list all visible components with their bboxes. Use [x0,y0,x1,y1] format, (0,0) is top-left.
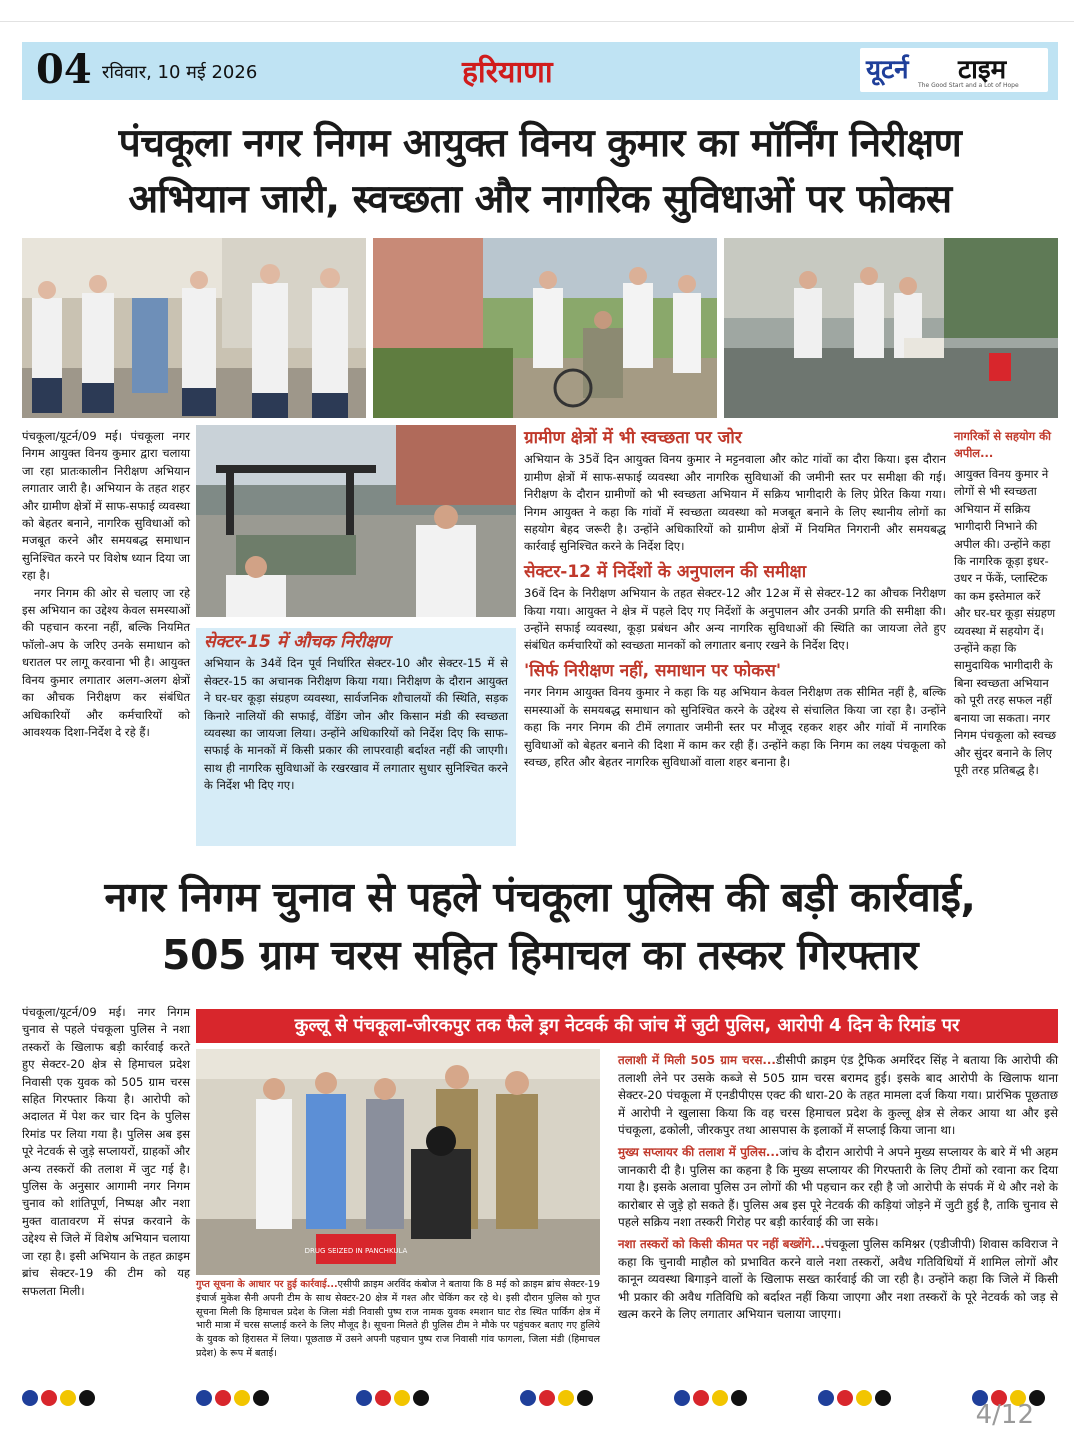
sector15-box [196,628,516,846]
p2-highlight: मुख्य सप्लायर की तलाश में पुलिस... [618,1144,780,1159]
page-indicator: 4/12 [975,1400,1034,1430]
p3-highlight: नशा तस्करों को किसी कीमत पर नहीं बख्शेंगे... [618,1236,825,1251]
story2-headline-line2: 505 ग्राम चरस सहित हिमाचल का तस्कर गिरफ्तार [161,931,919,979]
date-line: रविवार, 10 मई 2026 [102,62,258,83]
photo-police-arrest [196,1049,600,1275]
story2-caption [196,1278,600,1361]
browser-top-bar [0,0,1074,22]
story1-column4 [954,428,1058,779]
section-title: हरियाणा [462,55,553,90]
caption-text: एसीपी क्राइम अरविंद कंबोज ने बताया कि 8 मई को क्राइम ब्रांच सेक्टर-19 इंचार्ज मुकेश सैनी अपनी टीम के साथ सेक्टर-20 क्षेत्र में गश्त और चेकिंग कर रहे थे। इसी दौरान पुलिस को गुप्त सूचना मिली कि हिमाचल प्रदेश के जिला मंडी निवासी पुष्प राज नामक युवक श्मशान घाट रोड स्थित पार्किंग क्षेत्र में भारी मात्रा में चरस सप्लाई करने के लिए मौजूद है। सूचना मिलते ही पुलिस टीम ने मौके पर पहुंचकर बताए गए हुलिये के युवक को हिरासत में लिया। पूछताछ में उसने अपनी पहचान पुष्प राज निवासी गांव फागला, जिला मंडी (हिमाचल प्रदेश) के रूप में बताई। [196,1279,600,1359]
sector15-text: अभियान के 34वें दिन पूर्व निर्धारित सेक्टर-10 और सेक्टर-15 में से सेक्टर-15 का अचानक निरीक्षण किया गया। निरीक्षण के दौरान आयुक्त ने घर-घर कूड़ा संग्रहण व्यवस्था, सार्वजनिक शौचालयों की स्थिति, सड़क किनारे नालियों की सफाई, वेंडिंग जोन और किसान मंडी की स्वच्छता व्यवस्था का जायजा लिया। उन्होंने अधिकारियों को निर्देश दिए कि साफ-सफाई के मानकों में किसी प्रकार की लापरवाही बर्दाश्त नहीं की जाएगी। साथ ही नागरिक सुविधाओं के रखरखाव में लगातार सुधार सुनिश्चित करने के निर्देश भी दिए गए। [204,656,508,793]
appeal-title: नागरिकों से सहयोग की अपील... [954,429,1051,460]
story2-headline [22,868,1058,984]
brand-tagline: The Good Start and a Lot of Hope [918,82,1019,89]
photo-tank-site [724,238,1058,418]
story2-column3 [618,1052,1058,1324]
footer-dots-5 [674,1390,750,1408]
brand-logo [860,48,1048,92]
story1-column1 [22,428,190,741]
masthead [22,42,1058,100]
photo-drainage-inspection [196,425,516,617]
story1-headline-line2: अभियान जारी, स्वच्छता और नागरिक सुविधाओं पर फोकस [128,177,952,222]
story1-headline-line1: पंचकूला नगर निगम आयुक्त विनय कुमार का मॉर्निंग निरीक्षण [118,121,962,166]
appeal-text: आयुक्त विनय कुमार ने लोगों से भी स्वच्छता अभियान में सक्रिय भागीदारी निभाने की अपील की। उन्होंने कहा कि नागरिक कूड़ा इधर-उधर न फेंकें, प्लास्टिक का कम इस्तेमाल करें और घर-घर कूड़ा संग्रहण व्यवस्था में सहयोग दें। उन्होंने कहा कि सामुदायिक भागीदारी के बिना स्वच्छता अभियान को पूरी तरह सफल नहीं बनाया जा सकता। नगर निगम पंचकूला को स्वच्छ और सुंदर बनाने के लिए पूरी तरह प्रतिबद्ध है। [954,467,1057,777]
footer-dots-3 [356,1390,432,1408]
story2-headline-line1: नगर निगम चुनाव से पहले पंचकूला पुलिस की बड़ी कार्रवाई, [104,873,976,921]
rural-text: अभियान के 35वें दिन आयुक्त विनय कुमार ने मट्टनवाला और कोट गांवों का दौरा किया। इस दौरान ग्रामीण क्षेत्रों में साफ-सफाई व्यवस्था और नागरिक सुविधाओं की जमीनी स्तर पर समीक्षा की गई। निरीक्षण के दौरान ग्रामीणों को भी स्वच्छता अभियान में सक्रिय भागीदारी के लिए प्रेरित किया गया। निगम आयुक्त ने कहा कि गांवों में स्वच्छता व्यवस्था को मजबूत बनाने के लिए स्थानीय लोगों का सहयोग बेहद जरूरी है। उन्होंने अधिकारियों को ग्रामीण क्षेत्रों में नियमित निगरानी और समयबद्ध कार्रवाई सुनिश्चित करने के निर्देश दिए। [524,452,946,554]
p3-text: पंचकूला पुलिस कमिश्नर (एडीजीपी) शिवास कविराज ने कहा कि चुनावी माहौल को प्रभावित करने वाले नशा तस्करों, अवैध गतिविधियों में शामिल लोगों और कानून व्यवस्था बिगाड़ने वालों के खिलाफ सख्त कार्रवाई की जा रही है। उन्होंने कहा कि जिले में किसी भी प्रकार की अवैध गतिविधि को बर्दाश्त नहीं किया जाएगा और नशा तस्करों के पूरे नेटवर्क को जड़ से खत्म करने के लिए लगातार अभियान चलाया जाएगा। [618,1236,1058,1322]
footer-dots-2 [196,1390,272,1408]
sector15-title: सेक्टर-15 में औचक निरीक्षण [204,632,390,652]
sector12-title: सेक्टर-12 में निर्देशों के अनुपालन की समीक्षा [524,561,807,582]
story2-col1-text: पंचकूला/यूटर्न/09 मई। नगर निगम चुनाव से पहले पंचकूला पुलिस ने नशा तस्करों के खिलाफ बड़ी कार्रवाई करते हुए सेक्टर-20 क्षेत्र से हिमाचल प्रदेश निवासी एक युवक को 505 ग्राम चरस सहित गिरफ्तार किया है। आरोपी को अदालत में पेश कर चार दिन के पुलिस रिमांड पर लिया गया है। पुलिस अब इस पूरे नेटवर्क से जुड़े सप्लायरों, ग्राहकों और अन्य तस्करों की तलाश में जुट गई है। पुलिस के अनुसार आगामी नगर निगम चुनाव को शांतिपूर्ण, निष्पक्ष और नशा मुक्त वातावरण में संपन्न करवाने के उद्देश्य से जिले में विशेष अभियान चलाया जा रहा है। इसी अभियान के तहत क्राइम ब्रांच सेक्टर-19 की टीम को यह सफलता मिली। [22,1005,190,1298]
photo-village-visit [373,238,717,418]
story2-strip: कुल्लू से पंचकूला-जीरकपुर तक फैले ड्रग नेटवर्क की जांच में जुटी पुलिस, आरोपी 4 दिन के रिमांड पर [196,1009,1058,1043]
rural-title: ग्रामीण क्षेत्रों में भी स्वच्छता पर जोर [524,428,742,448]
story1-column3 [524,430,946,771]
solution-title: 'सिर्फ निरीक्षण नहीं, समाधान पर फोकस' [524,660,782,681]
p1-highlight: तलाशी में मिली 505 ग्राम चरस... [618,1053,776,1067]
brand-part2: टाइम [958,55,1007,85]
sector12-text: 36वें दिन के निरीक्षण अभियान के तहत सेक्टर-12 और 12अ में से सेक्टर-12 का औचक निरीक्षण किया गया। आयुक्त ने क्षेत्र में पहले दिए गए निर्देशों के अनुपालन और उनकी प्रगति की समीक्षा की। उन्होंने सफाई व्यवस्था, कूड़ा प्रबंधन और अन्य नागरिक सुविधाओं की स्थिति का जायजा लेते हुए संबंधित कर्मचारियों को स्वच्छता मानकों को लगातार बनाए रखने के निर्देश दिए। [524,586,947,653]
footer-dots-6 [818,1390,894,1408]
footer-dots-1 [22,1390,98,1408]
story1-headline [22,116,1058,228]
seizure-board-text: DRUG SEIZED IN PANCHKULA [304,1247,408,1255]
story1-col1-para2: नगर निगम की ओर से चलाए जा रहे इस अभियान का उद्देश्य केवल समस्याओं की पहचान करना नहीं, बल्कि नियमित फॉलो-अप के जरिए उनके समाधान को धरातल पर लागू करवाना भी है। आयुक्त विनय कुमार लगातार अलग-अलग क्षेत्रों का औचक निरीक्षण कर संबंधित अधिकारियों और कर्मचारियों को आवश्यक दिशा-निर्देश दे रहे हैं। [22,585,190,739]
photo-corridor-inspection [22,238,366,418]
solution-text: नगर निगम आयुक्त विनय कुमार ने कहा कि यह अभियान केवल निरीक्षण तक सीमित नहीं है, बल्कि समस्याओं के समयबद्ध समाधान को सुनिश्चित करने के उद्देश्य से संचालित किया जा रहा है। उन्होंने कहा कि नगर निगम की टीमें लगातार जमीनी स्तर पर मौजूद रहकर शहर और गांवों में नागरिक सुविधाओं को बेहतर बनाने की दिशा में काम कर रही हैं। उन्होंने कहा कि निगम का लक्ष्य पंचकूला को स्वच्छ, हरित और बेहतर नागरिक सुविधाओं वाला शहर बनाना है। [524,685,946,769]
page-number: 04 [36,46,92,93]
p1-text: डीसीपी क्राइम एंड ट्रैफिक अमरिंदर सिंह ने बताया कि आरोपी की तलाशी लेने पर उसके कब्जे से 505 ग्राम चरस बरामद हुई। इसके बाद आरोपी के खिलाफ थाना सेक्टर-20 पंचकूला में एनडीपीएस एक्ट की धारा-20 के तहत मामला दर्ज किया गया। प्रारंभिक पूछताछ में आरोपी ने खुलासा किया कि वह चरस हिमाचल प्रदेश के कुल्लू क्षेत्र से लेकर आया था और इसे पंचकूला, ढकोली, जीरकपुर तथा आसपास के इलाकों में सप्लाई किया जाना था। [618,1053,1059,1138]
story2-column1 [22,1004,190,1300]
footer-dots-4 [520,1390,596,1408]
caption-highlight: गुप्त सूचना के आधार पर हुई कार्रवाई... [196,1279,338,1290]
p2-text: जांच के दौरान आरोपी ने अपने मुख्य सप्लायर के बारे में भी अहम जानकारी दी है। पुलिस का कहना है कि मुख्य सप्लायर की गिरफ्तारी के लिए टीमों को रवाना कर दिया गया है। इसके अलावा पुलिस उन लोगों की भी पहचान कर रही है जो आरोपी के संपर्क में थे और नशे के कारोबार से जुड़े हो सकते हैं। पुलिस अब इस पूरे नेटवर्क की कड़ियां जोड़ने में जुटी हुई है, ताकि चुनाव से पहले सक्रिय नशा तस्करी गिरोह पर बड़ी कार्रवाई की जा सके। [618,1144,1058,1230]
story1-col1-para1: पंचकूला/यूटर्न/09 मई। पंचकूला नगर निगम आयुक्त विनय कुमार द्वारा चलाया जा रहा प्रातःकालीन निरीक्षण अभियान लगातार जारी है। अभियान के तहत शहर और ग्रामीण क्षेत्रों में साफ-सफाई व्यवस्था को बेहतर बनाने, नागरिक सुविधाओं को मजबूत करने और समयबद्ध समाधान सुनिश्चित करने पर विशेष ध्यान दिया जा रहा है। [22,429,190,583]
brand-part1: यूटर्न [866,55,909,85]
